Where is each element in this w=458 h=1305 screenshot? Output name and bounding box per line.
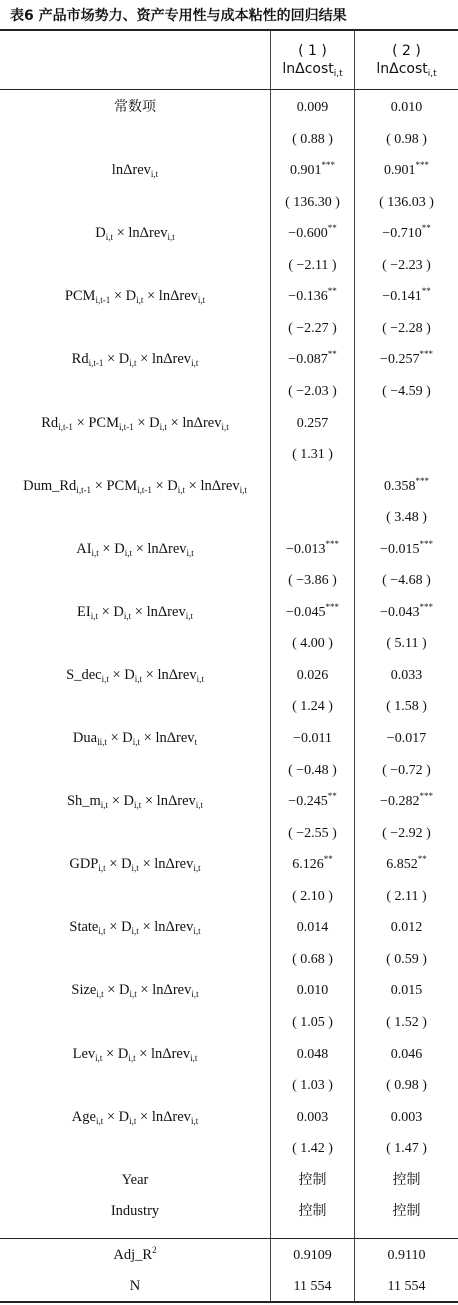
col2-value: 0.046 — [390, 1046, 423, 1062]
col2-value: −0.282*** — [380, 791, 433, 810]
table-row — [0, 92, 458, 124]
col2-value: ( −4.68 ) — [382, 573, 431, 589]
table-row — [0, 376, 458, 408]
table-row — [0, 660, 458, 692]
table-row — [0, 250, 458, 282]
row-label: $Sh\_m_{i,t} \times D_{i,t} \times \ln\Delta rev_{i,t}$ — [66, 793, 204, 811]
col2-value: ( 0.59 ) — [386, 951, 427, 967]
col2-value: 0.015 — [390, 983, 423, 999]
table-row — [0, 124, 458, 156]
col2-value: 0.901*** — [384, 160, 429, 179]
col1-value: 0.010 — [296, 983, 329, 999]
col2-value: −0.710** — [382, 223, 431, 242]
col1-value: 控制 — [298, 1171, 327, 1188]
col2-value: ( −2.92 ) — [382, 825, 431, 841]
table-row — [0, 1070, 458, 1102]
table-row — [0, 755, 458, 787]
col2-value: ( 0.98 ) — [386, 131, 427, 147]
row-label: $AI_{i,t} \times D_{i,t} \times \ln\Delta rev_{i,t}$ — [76, 540, 194, 558]
col1-value: ( −3.86 ) — [288, 573, 337, 589]
col1-value: 6.126** — [292, 854, 333, 873]
row-label: Year — [121, 1171, 149, 1188]
col2-value: 0.010 — [390, 100, 423, 115]
table-title: 表6 产品市场势力、资产专用性与成本粘性的回归结果 — [10, 8, 347, 24]
col1-value: 0.257 — [296, 415, 329, 431]
footer-rule — [0, 1238, 458, 1239]
col2-value — [355, 439, 458, 471]
col1-value: ( 1.03 ) — [292, 1078, 333, 1094]
table-row — [0, 281, 458, 313]
col2-value: ( 5.11 ) — [386, 636, 427, 652]
table-row — [0, 849, 458, 881]
col1-value: ( −2.27 ) — [288, 320, 337, 336]
col2-value: ( −0.72 ) — [382, 762, 431, 778]
table-row — [0, 628, 458, 660]
row-label — [0, 313, 270, 345]
col1-value: −0.245** — [288, 791, 337, 810]
row-label — [0, 628, 270, 660]
col1-number: ( 1 ) — [298, 43, 327, 59]
col2-value: 控制 — [392, 1171, 421, 1188]
col1-value: ( 1.05 ) — [292, 1014, 333, 1030]
summary-row — [0, 1271, 458, 1303]
col1-value: 0.048 — [296, 1046, 329, 1062]
col2-value: ( 1.52 ) — [386, 1014, 427, 1030]
col1-value: ( 1.24 ) — [292, 699, 333, 715]
col1-value: −0.011 — [293, 731, 332, 746]
row-label: $Rd_{i,t-1} \times PCM_{i,t-1} \times D_{i,t} \times \ln\Delta rev_{i,t}$ — [41, 414, 229, 432]
col1-value: 0.901*** — [290, 160, 335, 179]
row-label — [0, 755, 270, 787]
row-label: S_dec$_{i,t}$ × $D_{i,t} \times \ln\Delta rev_{i,t}$ — [66, 666, 204, 684]
col1-variable: lnΔcost$_{i,t}$ — [282, 61, 343, 79]
col1-value: −0.013*** — [286, 538, 339, 557]
col2-value: ( 136.03 ) — [379, 194, 434, 210]
col1-value: −0.045*** — [286, 601, 339, 620]
col1-value: 控制 — [298, 1203, 327, 1220]
col1-value: ( −0.48 ) — [288, 762, 337, 778]
row-label: $D_{i,t} \times \ln\Delta rev_{i,t}$ — [95, 225, 175, 243]
col2-value: 0.012 — [390, 920, 423, 936]
row-label — [0, 818, 270, 850]
col1-value: ( 1.31 ) — [292, 447, 333, 463]
row-label: $Dum\_Rd_{i,t-1} \times PCM_{i,t-1} \times D_{i,t} \times \ln\Delta rev_{i,t}$ — [23, 477, 247, 495]
col1-value: 0.014 — [296, 920, 329, 936]
row-label — [0, 124, 270, 156]
col2-value: −0.043*** — [380, 601, 433, 620]
table-row — [0, 1007, 458, 1039]
col2-variable: lnΔcost$_{i,t}$ — [376, 61, 437, 79]
row-label: $Rd_{i,t-1} \times D_{i,t} \times \ln\Delta rev_{i,t}$ — [71, 351, 199, 369]
col1-value — [271, 502, 354, 534]
col2-value: −0.015*** — [380, 538, 433, 557]
row-label — [0, 502, 270, 534]
row-label: State$_{i,t}$ × $D_{i,t} \times \ln\Delta rev_{i,t}$ — [69, 919, 201, 937]
table-row — [0, 786, 458, 818]
col2-value: ( −2.23 ) — [382, 257, 431, 273]
col1-value: 0.9109 — [293, 1248, 332, 1263]
table-row — [0, 471, 458, 503]
table-row — [0, 1039, 458, 1071]
table-row — [0, 155, 458, 187]
col1-value: 0.003 — [296, 1109, 329, 1125]
table-row — [0, 881, 458, 913]
header-rule — [0, 89, 458, 90]
table-row — [0, 1102, 458, 1134]
table-row — [0, 597, 458, 629]
col2-value: 0.003 — [390, 1109, 423, 1125]
table-row — [0, 1133, 458, 1165]
table-row — [0, 1196, 458, 1228]
row-label — [0, 1007, 270, 1039]
row-label: $PCM_{i,t-1} \times D_{i,t} \times \ln\Delta rev_{i,t}$ — [64, 288, 206, 306]
col1-value: ( 0.68 ) — [292, 951, 333, 967]
table-row — [0, 912, 458, 944]
col2-value: 0.358*** — [384, 475, 429, 494]
table-row — [0, 218, 458, 250]
col2-value: ( 0.98 ) — [386, 1078, 427, 1094]
col2-value: ( 1.47 ) — [386, 1141, 427, 1157]
col1-value: 11 554 — [293, 1279, 332, 1295]
top-rule — [0, 29, 458, 31]
col2-value: ( 2.11 ) — [386, 888, 427, 904]
table-row — [0, 344, 458, 376]
col1-value: ( 136.30 ) — [285, 194, 340, 210]
col1-value: ( 2.10 ) — [292, 888, 333, 904]
row-label — [0, 565, 270, 597]
table-row — [0, 944, 458, 976]
row-label — [0, 1070, 270, 1102]
col2-value: 11 554 — [387, 1279, 426, 1295]
table-row — [0, 187, 458, 219]
row-label: $Lev_{i,t} \times D_{i,t} \times \ln\Delta rev_{i,t}$ — [72, 1045, 198, 1063]
row-label — [0, 1133, 270, 1165]
col2-value: 控制 — [392, 1203, 421, 1220]
row-label — [0, 187, 270, 219]
col2-value: −0.141** — [382, 286, 431, 305]
table-row — [0, 691, 458, 723]
col2-value: ( 1.58 ) — [386, 699, 427, 715]
row-label — [0, 376, 270, 408]
col1-value: ( 1.42 ) — [292, 1141, 333, 1157]
summary-row — [0, 1240, 458, 1272]
col1-value — [271, 471, 354, 503]
col2-value: 0.033 — [390, 667, 423, 683]
row-label: N — [129, 1278, 141, 1295]
row-label: $Dua_{li,t} \times D_{i,t} \times \ln\Delta rev_t$ — [72, 730, 198, 747]
table-row — [0, 408, 458, 440]
row-label — [0, 944, 270, 976]
row-label — [0, 881, 270, 913]
row-label: $GDP_{i,t} \times D_{i,t} \times \ln\Delta rev_{i,t}$ — [69, 856, 201, 874]
col2-value: ( −2.28 ) — [382, 320, 431, 336]
col1-value: −0.087** — [288, 349, 337, 368]
table-row — [0, 565, 458, 597]
col2-value: 0.9110 — [387, 1248, 426, 1263]
col2-value: −0.017 — [386, 731, 427, 746]
col1-value: ( −2.55 ) — [288, 825, 337, 841]
row-label: $Age_{i,t} \times D_{i,t} \times \ln\Delta rev_{i,t}$ — [71, 1108, 199, 1126]
col1-value: ( −2.11 ) — [288, 257, 337, 273]
row-label: lnΔrev$_{i,t}$ — [111, 162, 159, 180]
table-row — [0, 502, 458, 534]
row-label: Size$_{i,t}$ × $D_{i,t} \times \ln\Delta rev_{i,t}$ — [71, 982, 199, 1000]
row-label: 常数项 — [114, 99, 156, 115]
table-row — [0, 1165, 458, 1197]
col1-value: 0.026 — [296, 667, 329, 683]
table-row — [0, 723, 458, 755]
col2-value: ( −4.59 ) — [382, 383, 431, 399]
row-label: Industry — [110, 1203, 160, 1220]
col1-value: −0.136** — [288, 286, 337, 305]
col1-value: 0.009 — [296, 100, 329, 115]
table-row — [0, 818, 458, 850]
table-row — [0, 534, 458, 566]
table-row — [0, 975, 458, 1007]
row-label: $EI_{i,t} \times D_{i,t} \times \ln\Delta rev_{i,t}$ — [77, 603, 193, 621]
row-label: $Adj\_R^2$ — [113, 1245, 157, 1263]
col2-number: ( 2 ) — [392, 43, 421, 59]
col2-value: −0.257*** — [380, 349, 433, 368]
col1-value: ( −2.03 ) — [288, 383, 337, 399]
col2-header — [355, 42, 458, 78]
col1-header — [271, 42, 354, 78]
row-label — [0, 439, 270, 471]
col1-value: ( 4.00 ) — [292, 636, 333, 652]
row-label — [0, 691, 270, 723]
table-row — [0, 439, 458, 471]
row-label — [0, 250, 270, 282]
col2-value — [355, 408, 458, 440]
table-row — [0, 313, 458, 345]
col2-value: 6.852** — [386, 854, 427, 873]
col2-value: ( 3.48 ) — [386, 510, 427, 526]
col1-value: ( 0.88 ) — [292, 131, 333, 147]
col1-value: −0.600** — [288, 223, 337, 242]
